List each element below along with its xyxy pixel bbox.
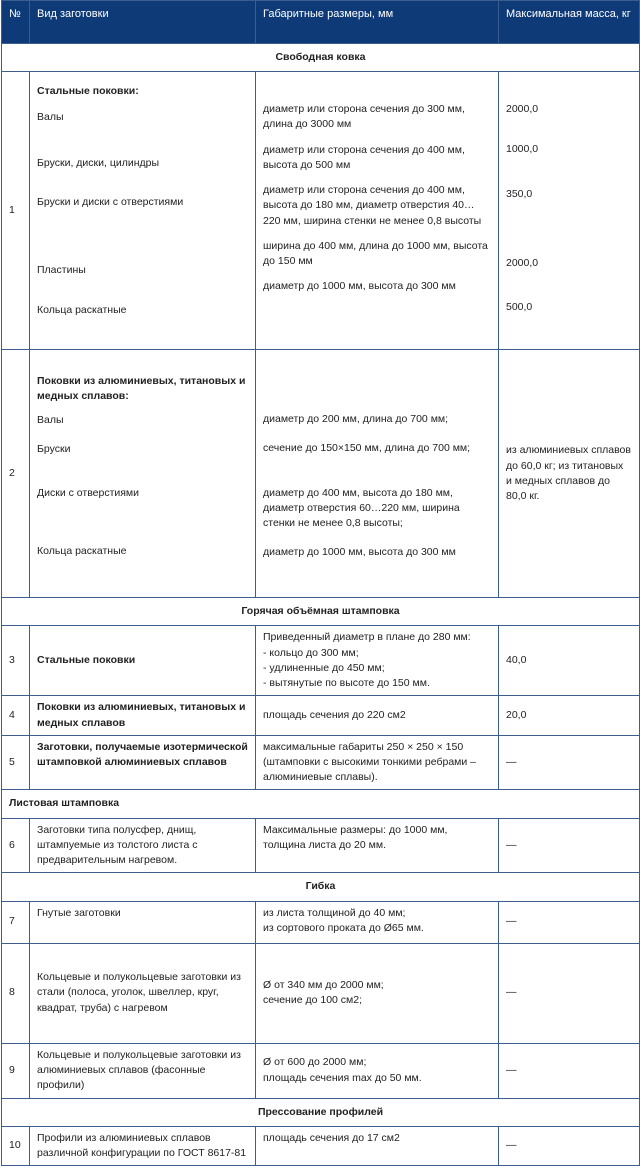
dimensions-line: - удлиненные до 450 мм; (263, 661, 385, 674)
item-name: Валы (37, 413, 64, 426)
row-number: 9 (2, 1043, 30, 1098)
dimensions-cell: площадь сечения до 17 см2 (256, 1126, 499, 1165)
row-number: 10 (2, 1126, 30, 1165)
mass-cell: — (499, 1126, 640, 1165)
item-dimensions: ширина до 400 мм, длина до 1000 мм, высота до 150 мм (263, 239, 488, 267)
dimensions-cell (256, 1043, 499, 1098)
item-mass: 500,0 (506, 301, 533, 314)
blank-type-cell (30, 350, 256, 598)
table-header-row (2, 1, 640, 44)
blank-type-cell: Заготовки типа полусфер, днищ, штампуемые из толстого листа с предварительным нагревом. (30, 818, 256, 873)
section-row (2, 44, 640, 72)
dimensions-cell (256, 72, 499, 350)
mass-cell: — (499, 943, 640, 1043)
item-dimensions: диаметр или сторона сечения до 400 мм, высота до 500 мм (263, 143, 465, 171)
table-row (2, 350, 640, 598)
row-number: 4 (2, 696, 30, 735)
item-dimensions: диаметр до 1000 мм, высота до 300 мм (263, 546, 456, 559)
mass-cell: — (499, 735, 640, 790)
dimensions-cell: максимальные габариты 250 × 250 × 150 (штамповки с высокими тонкими ребрами – алюминиевые сплавы). (256, 735, 499, 790)
mass-cell: — (499, 901, 640, 943)
mass-cell (499, 72, 640, 350)
dimensions-line: из листа толщиной до 40 мм; (263, 906, 406, 919)
table-row (2, 626, 640, 696)
blank-type-cell: Гнутые заготовки (30, 901, 256, 943)
table-row (2, 818, 640, 873)
header-number: № (2, 1, 30, 44)
table-row (2, 901, 640, 943)
dimensions-line: - кольцо до 300 мм; (263, 646, 359, 659)
section-row (2, 873, 640, 901)
item-mass: 2000,0 (506, 103, 539, 116)
dimensions-cell: площадь сечения до 220 см2 (256, 696, 499, 735)
item-dimensions: диаметр до 200 мм, длина до 700 мм; (263, 413, 449, 426)
blank-type-cell (30, 72, 256, 350)
item-dimensions: диаметр до 400 мм, высота до 180 мм, диаметр отверстия 60…220 мм, ширина стенки не менее 0,8 высоты; (263, 486, 460, 530)
blank-type-cell: Кольцевые и полукольцевые заготовки из стали (полоса, уголок, швеллер, круг, квадрат, труба) с нагревом (30, 943, 256, 1043)
item-name: Валы (37, 111, 64, 124)
section-title-bending: Гибка (2, 873, 640, 901)
blanks-table (1, 0, 640, 1166)
section-title-free-forging: Свободная ковка (2, 44, 640, 72)
row-number: 3 (2, 626, 30, 696)
header-max-mass: Максимальная масса, кг (499, 1, 640, 44)
section-title-profile-pressing: Прессование профилей (2, 1098, 640, 1126)
table-row (2, 1043, 640, 1098)
mass-cell: из алюминиевых сплавов до 60,0 кг; из титановых и медных сплавов до 80,0 кг. (499, 350, 640, 598)
dimensions-line: сечение до 100 см2; (263, 994, 363, 1006)
dimensions-cell (256, 943, 499, 1043)
item-mass: 1000,0 (506, 143, 539, 156)
table-row (2, 1126, 640, 1165)
item-dimensions: диаметр или сторона сечения до 300 мм, длина до 3000 мм (263, 103, 465, 131)
mass-cell: 20,0 (499, 696, 640, 735)
dimensions-cell (256, 350, 499, 598)
item-dimensions: диаметр или сторона сечения до 400 мм, высота до 180 мм, диаметр отверстия 40…220 мм, ширина стенки не менее 0,8 высоты (263, 184, 482, 227)
item-name: Кольца раскатные (37, 304, 127, 317)
dimensions-line: из сортового проката до Ø65 мм. (263, 921, 424, 934)
item-name: Бруски (37, 442, 71, 455)
table-row (2, 735, 640, 790)
item-mass: 350,0 (506, 187, 533, 200)
dimensions-line: Приведенный диаметр в плане до 280 мм: (263, 631, 471, 644)
blank-type-cell: Поковки из алюминиевых, титановых и медных сплавов (30, 696, 256, 735)
item-dimensions: сечение до 150×150 мм, длина до 700 мм; (263, 442, 471, 455)
table-row (2, 696, 640, 735)
row-number: 5 (2, 735, 30, 790)
item-dimensions: диаметр до 1000 мм, высота до 300 мм (263, 280, 456, 293)
section-row (2, 1098, 640, 1126)
item-mass: 2000,0 (506, 256, 539, 269)
blank-type-cell: Стальные поковки (30, 626, 256, 696)
dimensions-line: площадь сечения max до 50 мм. (263, 1071, 422, 1084)
blank-type-cell: Кольцевые и полукольцевые заготовки из алюминиевых сплавов (фасонные профили) (30, 1043, 256, 1098)
header-dimensions: Габаритные размеры, мм (256, 1, 499, 44)
row-number: 6 (2, 818, 30, 873)
row-number: 1 (2, 72, 30, 350)
mass-cell: 40,0 (499, 626, 640, 696)
item-name: Бруски, диски, цилиндры (37, 156, 160, 169)
section-title-sheet-stamping: Листовая штамповка (2, 790, 640, 818)
group-title: Поковки из алюминиевых, титановых и медных сплавов: (37, 375, 246, 403)
dimensions-line: Ø от 340 мм до 2000 мм; (263, 978, 384, 991)
section-row (2, 790, 640, 818)
mass-cell: — (499, 818, 640, 873)
item-name: Бруски и диски с отверстиями (37, 195, 184, 208)
group-title: Стальные поковки: (37, 85, 139, 98)
row-number: 7 (2, 901, 30, 943)
mass-cell: — (499, 1043, 640, 1098)
dimensions-cell (256, 901, 499, 943)
section-row (2, 598, 640, 626)
blank-type-cell: Заготовки, получаемые изотермической штамповкой алюминиевых сплавов (30, 735, 256, 790)
item-name: Диски с отверстиями (37, 487, 140, 500)
row-number: 2 (2, 350, 30, 598)
blank-type-cell: Профили из алюминиевых сплавов различной конфигурации по ГОСТ 8617-81 (30, 1126, 256, 1165)
dimensions-line: - вытянутые по высоте до 150 мм. (263, 677, 430, 690)
row-number: 8 (2, 943, 30, 1043)
dimensions-cell (256, 626, 499, 696)
section-title-hot-stamping: Горячая объёмная штамповка (2, 598, 640, 626)
header-blank-type: Вид заготовки (30, 1, 256, 44)
item-name: Кольца раскатные (37, 545, 127, 558)
item-name: Пластины (37, 264, 86, 277)
table-row (2, 943, 640, 1043)
dimensions-line: Ø от 600 до 2000 мм; (263, 1056, 367, 1069)
table-row (2, 72, 640, 350)
dimensions-cell: Максимальные размеры: до 1000 мм, толщина листа до 20 мм. (256, 818, 499, 873)
